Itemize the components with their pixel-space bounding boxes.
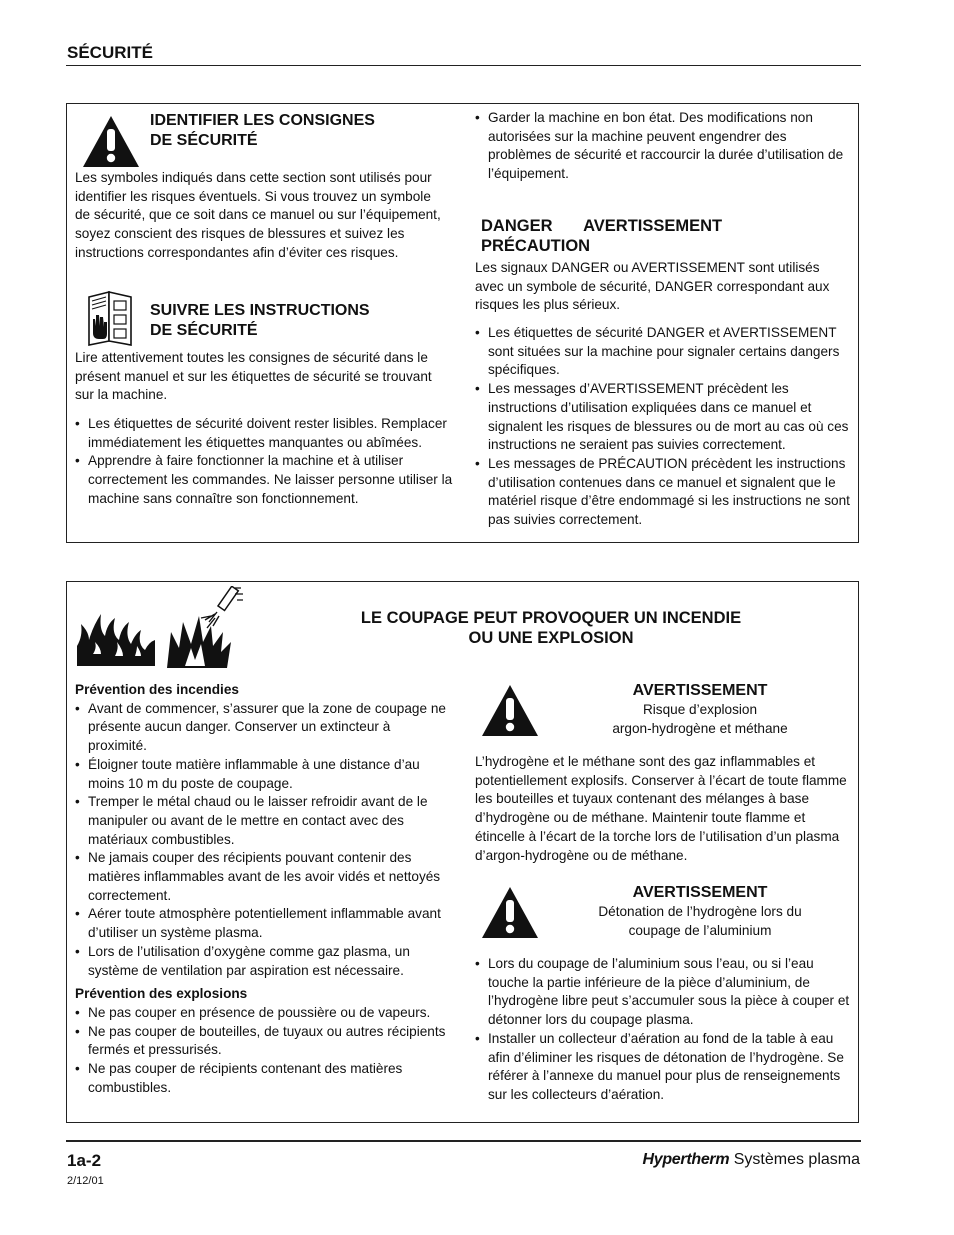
warning-triangle-icon	[480, 683, 540, 738]
maintenance-bullet	[475, 109, 847, 184]
warning-title-explosion: AVERTISSEMENT	[632, 682, 768, 699]
list-item: • Tremper le métal chaud ou le laisser refroidir avant de le manipuler ou avant de le mettre en contact avec des matériaux combustibles.	[75, 793, 451, 849]
warning-subtitle-line2: coupage de l’aluminium	[628, 922, 772, 938]
warning-subtitle-line1: Détonation de l’hydrogène lors du	[598, 904, 802, 919]
fire-explosion-title	[267, 608, 835, 648]
signal-warning: AVERTISSEMENT	[583, 217, 723, 235]
list-item: • Avant de commencer, s’assurer que la zone de coupage ne présente aucun danger. Conserver un extincteur à proximité.	[75, 700, 451, 756]
section-title: SÉCURITÉ	[67, 43, 153, 62]
fire-title-line2: OU UNE EXPLOSION	[468, 629, 634, 647]
follow-title-line1: SUIVRE LES INSTRUCTIONS	[150, 302, 370, 319]
list-item: • Ne pas couper de bouteilles, de tuyaux ou autres récipients fermés et pressurisés.	[75, 1023, 451, 1060]
list-item: • Installer un collecteur d’aération au fond de la table à eau afin d’éliminer les risques de détonation de l’hydrogène. Se référer à l’annexe du manuel pour plus de renseignements sur les collecteurs d’aération.	[475, 1030, 851, 1105]
list-item: • Les étiquettes de sécurité DANGER et AVERTISSEMENT sont situées sur la machine pour signaler certains dangers spécifiques.	[475, 324, 853, 380]
warning-title-detonation: AVERTISSEMENT	[632, 884, 768, 901]
signal-danger: DANGER	[481, 217, 553, 235]
identify-title-line2: DE SÉCURITÉ	[150, 132, 258, 149]
identify-title-line1: IDENTIFIER LES CONSIGNES	[150, 112, 375, 129]
list-item: • Les messages de PRÉCAUTION précèdent les instructions d’utilisation contenues dans ce manuel et signalent que le matériel risque d’être endommagé si les instructions ne sont pas suivies correctement.	[475, 455, 853, 530]
list-item: • Les messages d’AVERTISSEMENT précèdent les instructions d’utilisation expliquées dans ce manuel et signalent les risques de blessures ou de mort au cas où ces instructions ne seraient pas suivies correctement.	[475, 380, 853, 455]
signal-bullet-list	[475, 324, 853, 530]
list-item: • Apprendre à faire fonctionner la machine et à utiliser correctement les commandes. Ne laisser personne utiliser la machine sans connaître son fonctionnement.	[75, 452, 455, 508]
cutting-sparks-icon	[165, 586, 245, 670]
list-item: • Lors de l’utilisation d’oxygène comme gaz plasma, un système de ventilation par aspiration est nécessaire.	[75, 943, 451, 980]
list-item: • Ne jamais couper des récipients pouvant contenir des matières inflammables avant de les avoir vidés et nettoyés correctement.	[75, 849, 451, 905]
follow-title-line2: DE SÉCURITÉ	[150, 322, 258, 339]
fire-title-line1: LE COUPAGE PEUT PROVOQUER UN INCENDIE	[360, 609, 742, 627]
flame-icon	[75, 606, 157, 668]
detonation-bullet-list	[475, 955, 851, 1105]
brand-logo: Hypertherm	[642, 1151, 730, 1168]
signal-body: Les signaux DANGER ou AVERTISSEMENT sont utilisés avec un symbole de sécurité, DANGER correspondant aux risques les plus sérieux.	[475, 260, 830, 313]
revision-date: 2/12/01	[67, 1175, 104, 1187]
warning-triangle-icon	[480, 885, 540, 940]
warning-body-explosion: L’hydrogène et le méthane sont des gaz inflammables et potentiellement explosifs. Conserver à l’écart de toute flamme les bouteilles et tuyaux contenant des mélanges à base d’hydrogène ou de méthane. Maintenir toute flamme et étincelle à l’écart de la torche lors de l’utilisation d’un plasma d’argon-hydrogène ou de méthane.	[475, 754, 847, 863]
brand-footer	[642, 1151, 860, 1169]
signal-words	[481, 216, 858, 256]
instruction-manual-icon	[83, 289, 137, 347]
list-item: • Ne pas couper de récipients contenant des matières combustibles.	[75, 1060, 451, 1097]
warning-subtitle-line1: Risque d’explosion	[642, 702, 758, 717]
list-item: • Lors du coupage de l’aluminium sous l’eau, ou si l’eau touche la partie inférieure de la pièce d’aluminium, de l’hydrogène libre peut s’accumuler sous la pièce à couper et détonner lors du coupage plasma.	[475, 955, 851, 1030]
fire-prevention-list	[75, 700, 451, 981]
explosion-prevention-heading: Prévention des explosions	[75, 986, 248, 1002]
warning-triangle-icon	[81, 114, 141, 169]
safety-identification-box	[66, 103, 859, 543]
follow-body: Lire attentivement toutes les consignes de sécurité dans le présent manuel et sur les étiquettes de sécurité se trouvant sur la machine.	[75, 350, 432, 403]
header-rule	[66, 65, 861, 66]
fire-explosion-box	[66, 581, 859, 1123]
list-item: • Ne pas couper en présence de poussière ou de vapeurs.	[75, 1004, 451, 1023]
explosion-prevention-list	[75, 1004, 451, 1098]
follow-title	[150, 301, 370, 341]
identify-title	[150, 111, 375, 151]
list-item: • Éloigner toute matière inflammable à une distance d’au moins 10 m du poste de coupage.	[75, 756, 451, 793]
warning-subtitle-line2: argon-hydrogène et méthane	[612, 720, 788, 736]
footer-rule	[66, 1140, 861, 1142]
signal-caution: PRÉCAUTION	[481, 237, 591, 255]
page-number: 1a-2	[67, 1151, 102, 1170]
brand-suffix: Systèmes plasma	[733, 1151, 860, 1168]
fire-prevention-heading: Prévention des incendies	[75, 682, 239, 697]
list-item: • Les étiquettes de sécurité doivent rester lisibles. Remplacer immédiatement les étiquettes manquantes ou abîmées.	[75, 415, 455, 452]
list-item: • Aérer toute atmosphère potentiellement inflammable avant d’utiliser un système plasma.	[75, 905, 451, 942]
follow-bullet-list	[75, 415, 455, 509]
identify-body: Les symboles indiqués dans cette section sont utilisés pour identifier les risques éventuels. Si vous trouvez un symbole de sécurité, que ce soit dans ce manuel ou sur l’équipement, soyez conscient des risques de blessures et suivez les instructions correspondantes afin d’éviter ces risques.	[75, 170, 441, 260]
list-item: • Garder la machine en bon état. Des modifications non autorisées sur la machine peuvent engendrer des problèmes de sécurité et raccourcir la durée d’utilisation de l’équipement.	[475, 109, 847, 184]
